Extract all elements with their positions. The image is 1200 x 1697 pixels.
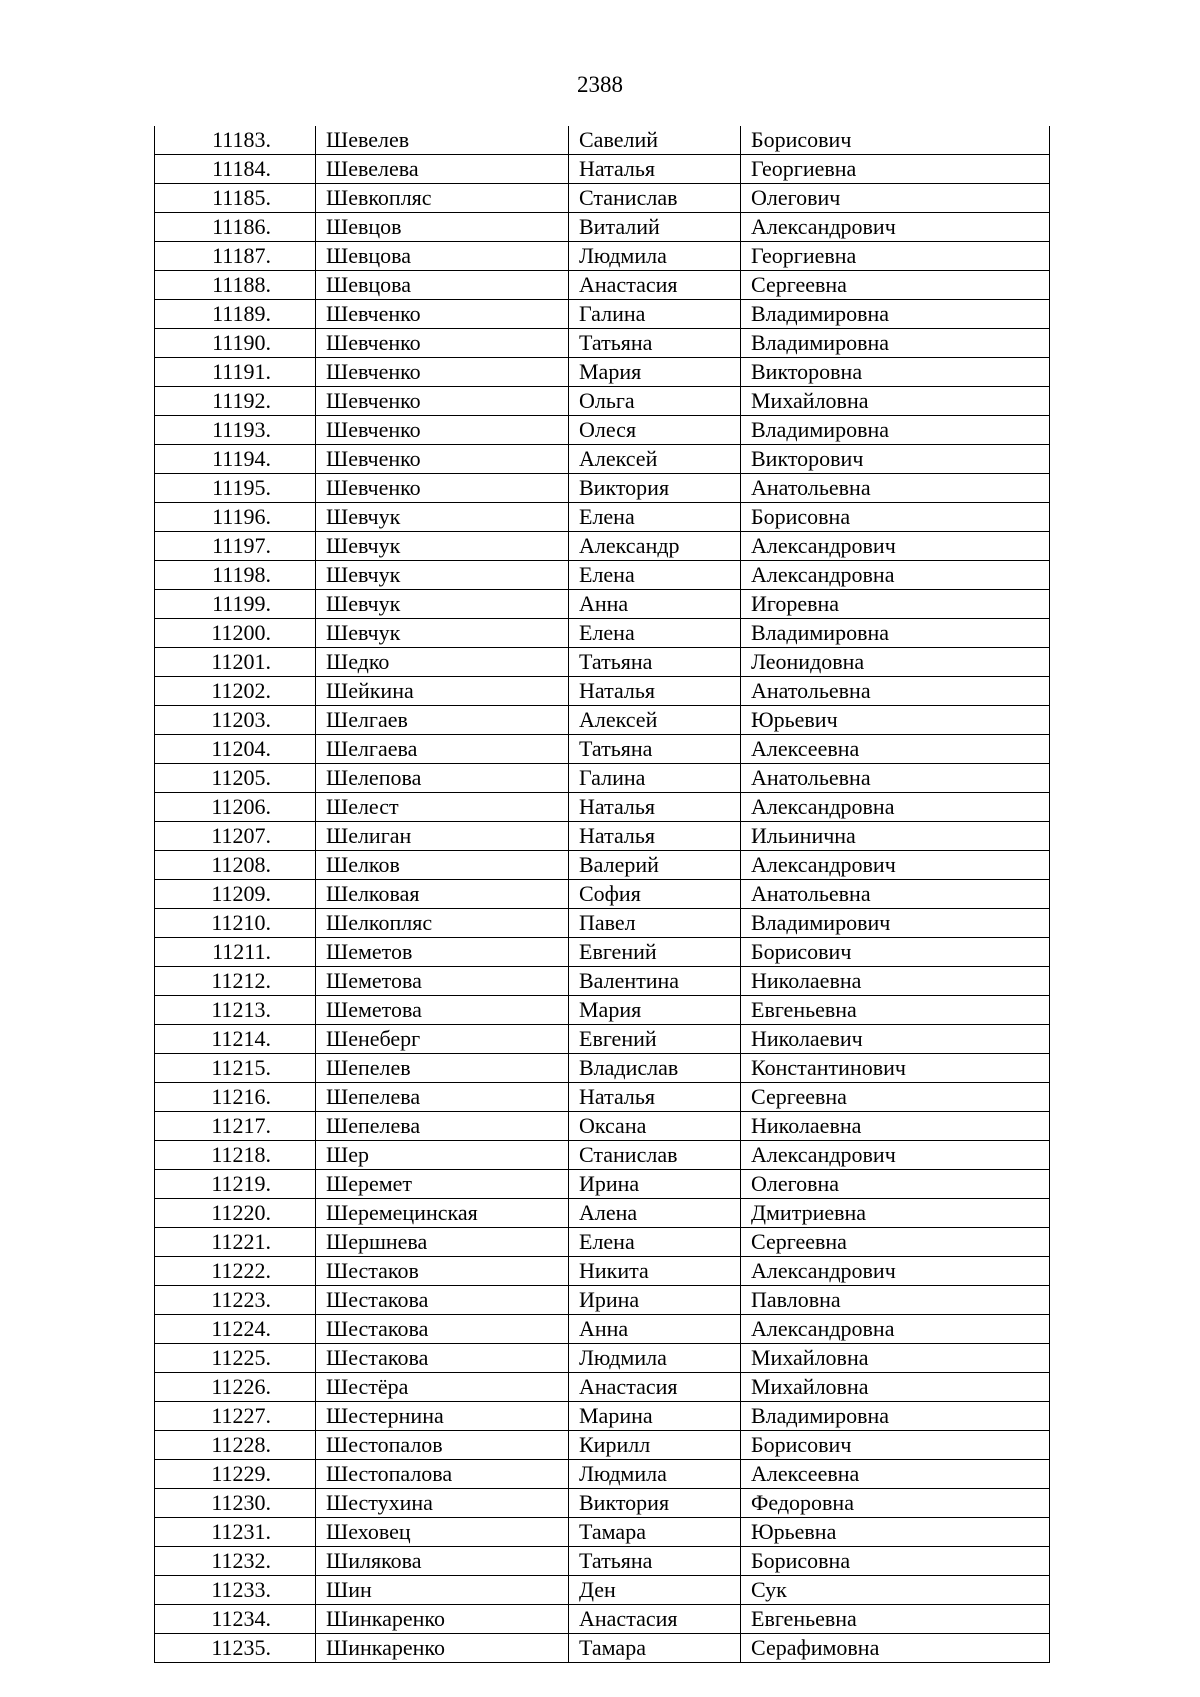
last-name: Шелковая — [316, 880, 569, 909]
table-row — [155, 793, 1050, 822]
table-row — [155, 1054, 1050, 1083]
patronymic: Александрович — [741, 532, 1050, 561]
patronymic: Серафимовна — [741, 1634, 1050, 1663]
table-row — [155, 764, 1050, 793]
first-name: Тамара — [569, 1518, 741, 1547]
last-name: Шепелева — [316, 1112, 569, 1141]
row-number: 11218. — [155, 1141, 316, 1170]
patronymic: Владимировна — [741, 619, 1050, 648]
first-name: Савелий — [569, 126, 741, 155]
first-name: Наталья — [569, 677, 741, 706]
table-row — [155, 1286, 1050, 1315]
last-name: Шеметова — [316, 967, 569, 996]
first-name: Ирина — [569, 1170, 741, 1199]
table-row — [155, 387, 1050, 416]
last-name: Шевцова — [316, 271, 569, 300]
table-row — [155, 590, 1050, 619]
patronymic: Викторович — [741, 445, 1050, 474]
row-number: 11209. — [155, 880, 316, 909]
table-row — [155, 1344, 1050, 1373]
table-row — [155, 1257, 1050, 1286]
row-number: 11187. — [155, 242, 316, 271]
patronymic: Владимировна — [741, 329, 1050, 358]
table-row — [155, 1634, 1050, 1663]
table-row — [155, 706, 1050, 735]
patronymic: Игоревна — [741, 590, 1050, 619]
last-name: Шинкаренко — [316, 1634, 569, 1663]
patronymic: Борисович — [741, 1431, 1050, 1460]
row-number: 11212. — [155, 967, 316, 996]
last-name: Шелгаев — [316, 706, 569, 735]
first-name: Евгений — [569, 938, 741, 967]
last-name: Шепелева — [316, 1083, 569, 1112]
patronymic: Олегович — [741, 184, 1050, 213]
last-name: Шин — [316, 1576, 569, 1605]
table-row — [155, 1431, 1050, 1460]
row-number: 11216. — [155, 1083, 316, 1112]
first-name: Евгений — [569, 1025, 741, 1054]
table-row — [155, 967, 1050, 996]
first-name: Татьяна — [569, 648, 741, 677]
row-number: 11213. — [155, 996, 316, 1025]
first-name: Валерий — [569, 851, 741, 880]
patronymic: Николаевна — [741, 967, 1050, 996]
table-row — [155, 619, 1050, 648]
last-name: Шевченко — [316, 300, 569, 329]
last-name: Шевелев — [316, 126, 569, 155]
last-name: Шеремецинская — [316, 1199, 569, 1228]
last-name: Шелест — [316, 793, 569, 822]
table-row — [155, 1460, 1050, 1489]
row-number: 11231. — [155, 1518, 316, 1547]
last-name: Шинкаренко — [316, 1605, 569, 1634]
last-name: Шенеберг — [316, 1025, 569, 1054]
first-name: Елена — [569, 503, 741, 532]
last-name: Шепелев — [316, 1054, 569, 1083]
table-row — [155, 1112, 1050, 1141]
table-row — [155, 735, 1050, 764]
first-name: Олеся — [569, 416, 741, 445]
last-name: Шевцов — [316, 213, 569, 242]
table-row — [155, 445, 1050, 474]
first-name: Владислав — [569, 1054, 741, 1083]
table-row — [155, 561, 1050, 590]
row-number: 11195. — [155, 474, 316, 503]
patronymic: Евгеньевна — [741, 996, 1050, 1025]
last-name: Шеховец — [316, 1518, 569, 1547]
patronymic: Анатольевна — [741, 474, 1050, 503]
table-row — [155, 213, 1050, 242]
patronymic: Алексеевна — [741, 735, 1050, 764]
patronymic: Михайловна — [741, 1344, 1050, 1373]
first-name: Анастасия — [569, 1605, 741, 1634]
first-name: Елена — [569, 619, 741, 648]
first-name: Виталий — [569, 213, 741, 242]
table-row — [155, 271, 1050, 300]
last-name: Шер — [316, 1141, 569, 1170]
first-name: Людмила — [569, 1460, 741, 1489]
patronymic: Борисовна — [741, 1547, 1050, 1576]
table-row — [155, 1373, 1050, 1402]
row-number: 11201. — [155, 648, 316, 677]
table-row — [155, 1228, 1050, 1257]
first-name: Виктория — [569, 474, 741, 503]
patronymic: Георгиевна — [741, 242, 1050, 271]
patronymic: Леонидовна — [741, 648, 1050, 677]
table-row — [155, 1025, 1050, 1054]
table-row — [155, 1083, 1050, 1112]
last-name: Шестопалова — [316, 1460, 569, 1489]
row-number: 11229. — [155, 1460, 316, 1489]
patronymic: Евгеньевна — [741, 1605, 1050, 1634]
row-number: 11186. — [155, 213, 316, 242]
table-row — [155, 300, 1050, 329]
first-name: Людмила — [569, 1344, 741, 1373]
last-name: Шевченко — [316, 358, 569, 387]
row-number: 11215. — [155, 1054, 316, 1083]
first-name: Наталья — [569, 822, 741, 851]
row-number: 11183. — [155, 126, 316, 155]
table-row — [155, 242, 1050, 271]
row-number: 11230. — [155, 1489, 316, 1518]
patronymic: Владимировна — [741, 300, 1050, 329]
row-number: 11192. — [155, 387, 316, 416]
patronymic: Дмитриевна — [741, 1199, 1050, 1228]
patronymic: Владимировна — [741, 416, 1050, 445]
last-name: Шестернина — [316, 1402, 569, 1431]
table-row — [155, 358, 1050, 387]
last-name: Шевченко — [316, 445, 569, 474]
patronymic: Борисович — [741, 938, 1050, 967]
patronymic: Владимирович — [741, 909, 1050, 938]
patronymic: Владимировна — [741, 1402, 1050, 1431]
page-number: 2388 — [577, 72, 623, 97]
first-name: Галина — [569, 764, 741, 793]
row-number: 11200. — [155, 619, 316, 648]
names-table-body — [155, 126, 1050, 1663]
patronymic: Анатольевна — [741, 677, 1050, 706]
last-name: Шелепова — [316, 764, 569, 793]
row-number: 11234. — [155, 1605, 316, 1634]
last-name: Шелгаева — [316, 735, 569, 764]
table-row — [155, 155, 1050, 184]
first-name: Наталья — [569, 1083, 741, 1112]
first-name: Мария — [569, 996, 741, 1025]
last-name: Шейкина — [316, 677, 569, 706]
row-number: 11190. — [155, 329, 316, 358]
first-name: Анна — [569, 1315, 741, 1344]
row-number: 11228. — [155, 1431, 316, 1460]
table-row — [155, 648, 1050, 677]
row-number: 11235. — [155, 1634, 316, 1663]
row-number: 11208. — [155, 851, 316, 880]
row-number: 11206. — [155, 793, 316, 822]
patronymic: Сергеевна — [741, 271, 1050, 300]
first-name: Валентина — [569, 967, 741, 996]
patronymic: Николаевич — [741, 1025, 1050, 1054]
first-name: Марина — [569, 1402, 741, 1431]
patronymic: Анатольевна — [741, 764, 1050, 793]
table-row — [155, 1576, 1050, 1605]
first-name: Мария — [569, 358, 741, 387]
first-name: София — [569, 880, 741, 909]
first-name: Ден — [569, 1576, 741, 1605]
last-name: Шелкопляс — [316, 909, 569, 938]
first-name: Анна — [569, 590, 741, 619]
last-name: Шестухина — [316, 1489, 569, 1518]
patronymic: Александрович — [741, 1141, 1050, 1170]
table-row — [155, 184, 1050, 213]
table-row — [155, 329, 1050, 358]
row-number: 11225. — [155, 1344, 316, 1373]
row-number: 11219. — [155, 1170, 316, 1199]
row-number: 11220. — [155, 1199, 316, 1228]
patronymic: Борисович — [741, 126, 1050, 155]
first-name: Ирина — [569, 1286, 741, 1315]
last-name: Шестёра — [316, 1373, 569, 1402]
row-number: 11221. — [155, 1228, 316, 1257]
first-name: Татьяна — [569, 329, 741, 358]
patronymic: Борисовна — [741, 503, 1050, 532]
first-name: Елена — [569, 1228, 741, 1257]
patronymic: Александровна — [741, 561, 1050, 590]
table-row — [155, 1402, 1050, 1431]
row-number: 11188. — [155, 271, 316, 300]
last-name: Шевченко — [316, 329, 569, 358]
table-row — [155, 1547, 1050, 1576]
first-name: Ольга — [569, 387, 741, 416]
first-name: Наталья — [569, 793, 741, 822]
row-number: 11199. — [155, 590, 316, 619]
patronymic: Михайловна — [741, 1373, 1050, 1402]
row-number: 11191. — [155, 358, 316, 387]
last-name: Шершнева — [316, 1228, 569, 1257]
patronymic: Алексеевна — [741, 1460, 1050, 1489]
row-number: 11227. — [155, 1402, 316, 1431]
last-name: Шедко — [316, 648, 569, 677]
first-name: Наталья — [569, 155, 741, 184]
first-name: Алексей — [569, 445, 741, 474]
last-name: Шестакова — [316, 1315, 569, 1344]
first-name: Анастасия — [569, 1373, 741, 1402]
patronymic: Павловна — [741, 1286, 1050, 1315]
row-number: 11233. — [155, 1576, 316, 1605]
last-name: Шевченко — [316, 387, 569, 416]
patronymic: Ильинична — [741, 822, 1050, 851]
last-name: Шевчук — [316, 532, 569, 561]
patronymic: Александрович — [741, 851, 1050, 880]
row-number: 11189. — [155, 300, 316, 329]
table-row — [155, 822, 1050, 851]
row-number: 11211. — [155, 938, 316, 967]
patronymic: Александрович — [741, 1257, 1050, 1286]
first-name: Алексей — [569, 706, 741, 735]
row-number: 11193. — [155, 416, 316, 445]
patronymic: Викторовна — [741, 358, 1050, 387]
table-row — [155, 1518, 1050, 1547]
first-name: Кирилл — [569, 1431, 741, 1460]
row-number: 11194. — [155, 445, 316, 474]
first-name: Виктория — [569, 1489, 741, 1518]
table-row — [155, 996, 1050, 1025]
table-row — [155, 938, 1050, 967]
last-name: Шевчук — [316, 561, 569, 590]
table-row — [155, 1199, 1050, 1228]
first-name: Татьяна — [569, 735, 741, 764]
patronymic: Сергеевна — [741, 1083, 1050, 1112]
row-number: 11207. — [155, 822, 316, 851]
first-name: Тамара — [569, 1634, 741, 1663]
first-name: Станислав — [569, 184, 741, 213]
row-number: 11222. — [155, 1257, 316, 1286]
last-name: Шевкопляс — [316, 184, 569, 213]
patronymic: Федоровна — [741, 1489, 1050, 1518]
table-row — [155, 1141, 1050, 1170]
first-name: Александр — [569, 532, 741, 561]
row-number: 11226. — [155, 1373, 316, 1402]
table-row — [155, 1170, 1050, 1199]
patronymic: Олеговна — [741, 1170, 1050, 1199]
row-number: 11205. — [155, 764, 316, 793]
patronymic: Александровна — [741, 793, 1050, 822]
patronymic: Николаевна — [741, 1112, 1050, 1141]
row-number: 11202. — [155, 677, 316, 706]
first-name: Алена — [569, 1199, 741, 1228]
last-name: Шевцова — [316, 242, 569, 271]
table-row — [155, 126, 1050, 155]
table-row — [155, 1605, 1050, 1634]
patronymic: Георгиевна — [741, 155, 1050, 184]
row-number: 11232. — [155, 1547, 316, 1576]
table-row — [155, 1315, 1050, 1344]
table-row — [155, 909, 1050, 938]
table-row — [155, 416, 1050, 445]
first-name: Анастасия — [569, 271, 741, 300]
patronymic: Михайловна — [741, 387, 1050, 416]
patronymic: Константинович — [741, 1054, 1050, 1083]
last-name: Шевелева — [316, 155, 569, 184]
first-name: Павел — [569, 909, 741, 938]
row-number: 11217. — [155, 1112, 316, 1141]
last-name: Шестакова — [316, 1286, 569, 1315]
table-row — [155, 532, 1050, 561]
first-name: Галина — [569, 300, 741, 329]
table-row — [155, 851, 1050, 880]
last-name: Шестопалов — [316, 1431, 569, 1460]
last-name: Шевчук — [316, 619, 569, 648]
first-name: Елена — [569, 561, 741, 590]
row-number: 11224. — [155, 1315, 316, 1344]
row-number: 11204. — [155, 735, 316, 764]
last-name: Шелков — [316, 851, 569, 880]
row-number: 11203. — [155, 706, 316, 735]
names-table — [154, 126, 1050, 1663]
patronymic: Сук — [741, 1576, 1050, 1605]
row-number: 11196. — [155, 503, 316, 532]
first-name: Никита — [569, 1257, 741, 1286]
first-name: Татьяна — [569, 1547, 741, 1576]
last-name: Шевченко — [316, 416, 569, 445]
patronymic: Александрович — [741, 213, 1050, 242]
row-number: 11223. — [155, 1286, 316, 1315]
table-row — [155, 677, 1050, 706]
table-row — [155, 503, 1050, 532]
table-row — [155, 474, 1050, 503]
row-number: 11197. — [155, 532, 316, 561]
first-name: Людмила — [569, 242, 741, 271]
row-number: 11184. — [155, 155, 316, 184]
patronymic: Сергеевна — [741, 1228, 1050, 1257]
last-name: Шеметов — [316, 938, 569, 967]
patronymic: Юрьевич — [741, 706, 1050, 735]
table-row — [155, 1489, 1050, 1518]
first-name: Оксана — [569, 1112, 741, 1141]
patronymic: Александровна — [741, 1315, 1050, 1344]
last-name: Шестаков — [316, 1257, 569, 1286]
first-name: Станислав — [569, 1141, 741, 1170]
table-row — [155, 880, 1050, 909]
last-name: Шестакова — [316, 1344, 569, 1373]
last-name: Шевчук — [316, 590, 569, 619]
last-name: Шевчук — [316, 503, 569, 532]
row-number: 11210. — [155, 909, 316, 938]
last-name: Шевченко — [316, 474, 569, 503]
row-number: 11214. — [155, 1025, 316, 1054]
row-number: 11185. — [155, 184, 316, 213]
last-name: Шеметова — [316, 996, 569, 1025]
row-number: 11198. — [155, 561, 316, 590]
last-name: Шелиган — [316, 822, 569, 851]
patronymic: Юрьевна — [741, 1518, 1050, 1547]
last-name: Шилякова — [316, 1547, 569, 1576]
patronymic: Анатольевна — [741, 880, 1050, 909]
last-name: Шеремет — [316, 1170, 569, 1199]
